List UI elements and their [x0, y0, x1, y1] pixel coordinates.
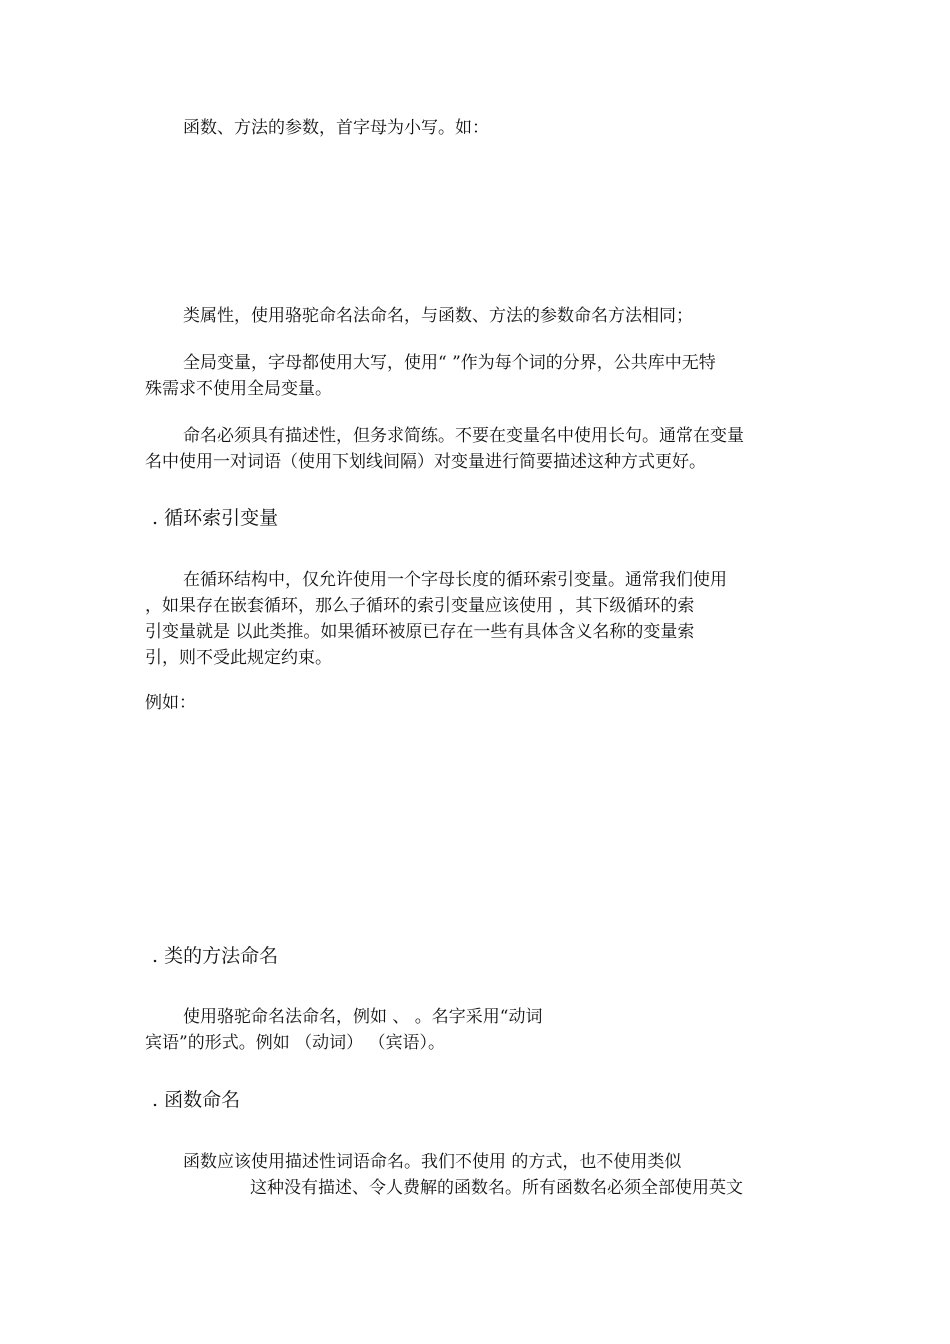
- descriptive-line-2: 名中使用一对词语（使用下划线间隔）对变量进行简要描述这种方式更好。: [145, 452, 706, 472]
- heading-class-method: . 类的方法命名: [152, 945, 279, 967]
- function-line-1: 函数应该使用描述性词语命名。我们不使用 的方式，也不使用类似: [183, 1152, 682, 1172]
- loop-line-4: 引，则不受此规定约束。: [145, 648, 332, 668]
- loop-line-1: 在循环结构中，仅允许使用一个字母长度的循环索引变量。通常我们使用: [183, 570, 727, 590]
- method-line-1: 使用骆驼命名法命名，例如 、 。名字采用“动词: [183, 1007, 543, 1027]
- class-attr-text: 类属性，使用骆驼命名法命名，与函数、方法的参数命名方法相同；: [183, 306, 693, 326]
- global-var-line-2: 殊需求不使用全局变量。: [145, 379, 332, 399]
- loop-line-2: ，如果存在嵌套循环，那么子循环的索引变量应该使用 ，其下级循环的索: [145, 596, 695, 616]
- function-line-2: 这种没有描述、令人费解的函数名。所有函数名必须全部使用英文: [250, 1178, 743, 1198]
- example-label: 例如：: [145, 693, 196, 713]
- loop-line-3: 引变量就是 以此类推。如果循环被原已存在一些有具体含义名称的变量索: [145, 622, 695, 642]
- global-var-line-1: 全局变量，字母都使用大写，使用“ ”作为每个词的分界，公共库中无特: [183, 353, 716, 373]
- param-rule-text: 函数、方法的参数，首字母为小写。如：: [183, 118, 489, 138]
- heading-function-naming: . 函数命名: [152, 1089, 241, 1111]
- descriptive-line-1: 命名必须具有描述性，但务求简练。不要在变量名中使用长句。通常在变量: [183, 426, 744, 446]
- method-line-2: 宾语”的形式。例如 （动词） （宾语）。: [145, 1033, 445, 1053]
- heading-loop-index: . 循环索引变量: [152, 507, 279, 529]
